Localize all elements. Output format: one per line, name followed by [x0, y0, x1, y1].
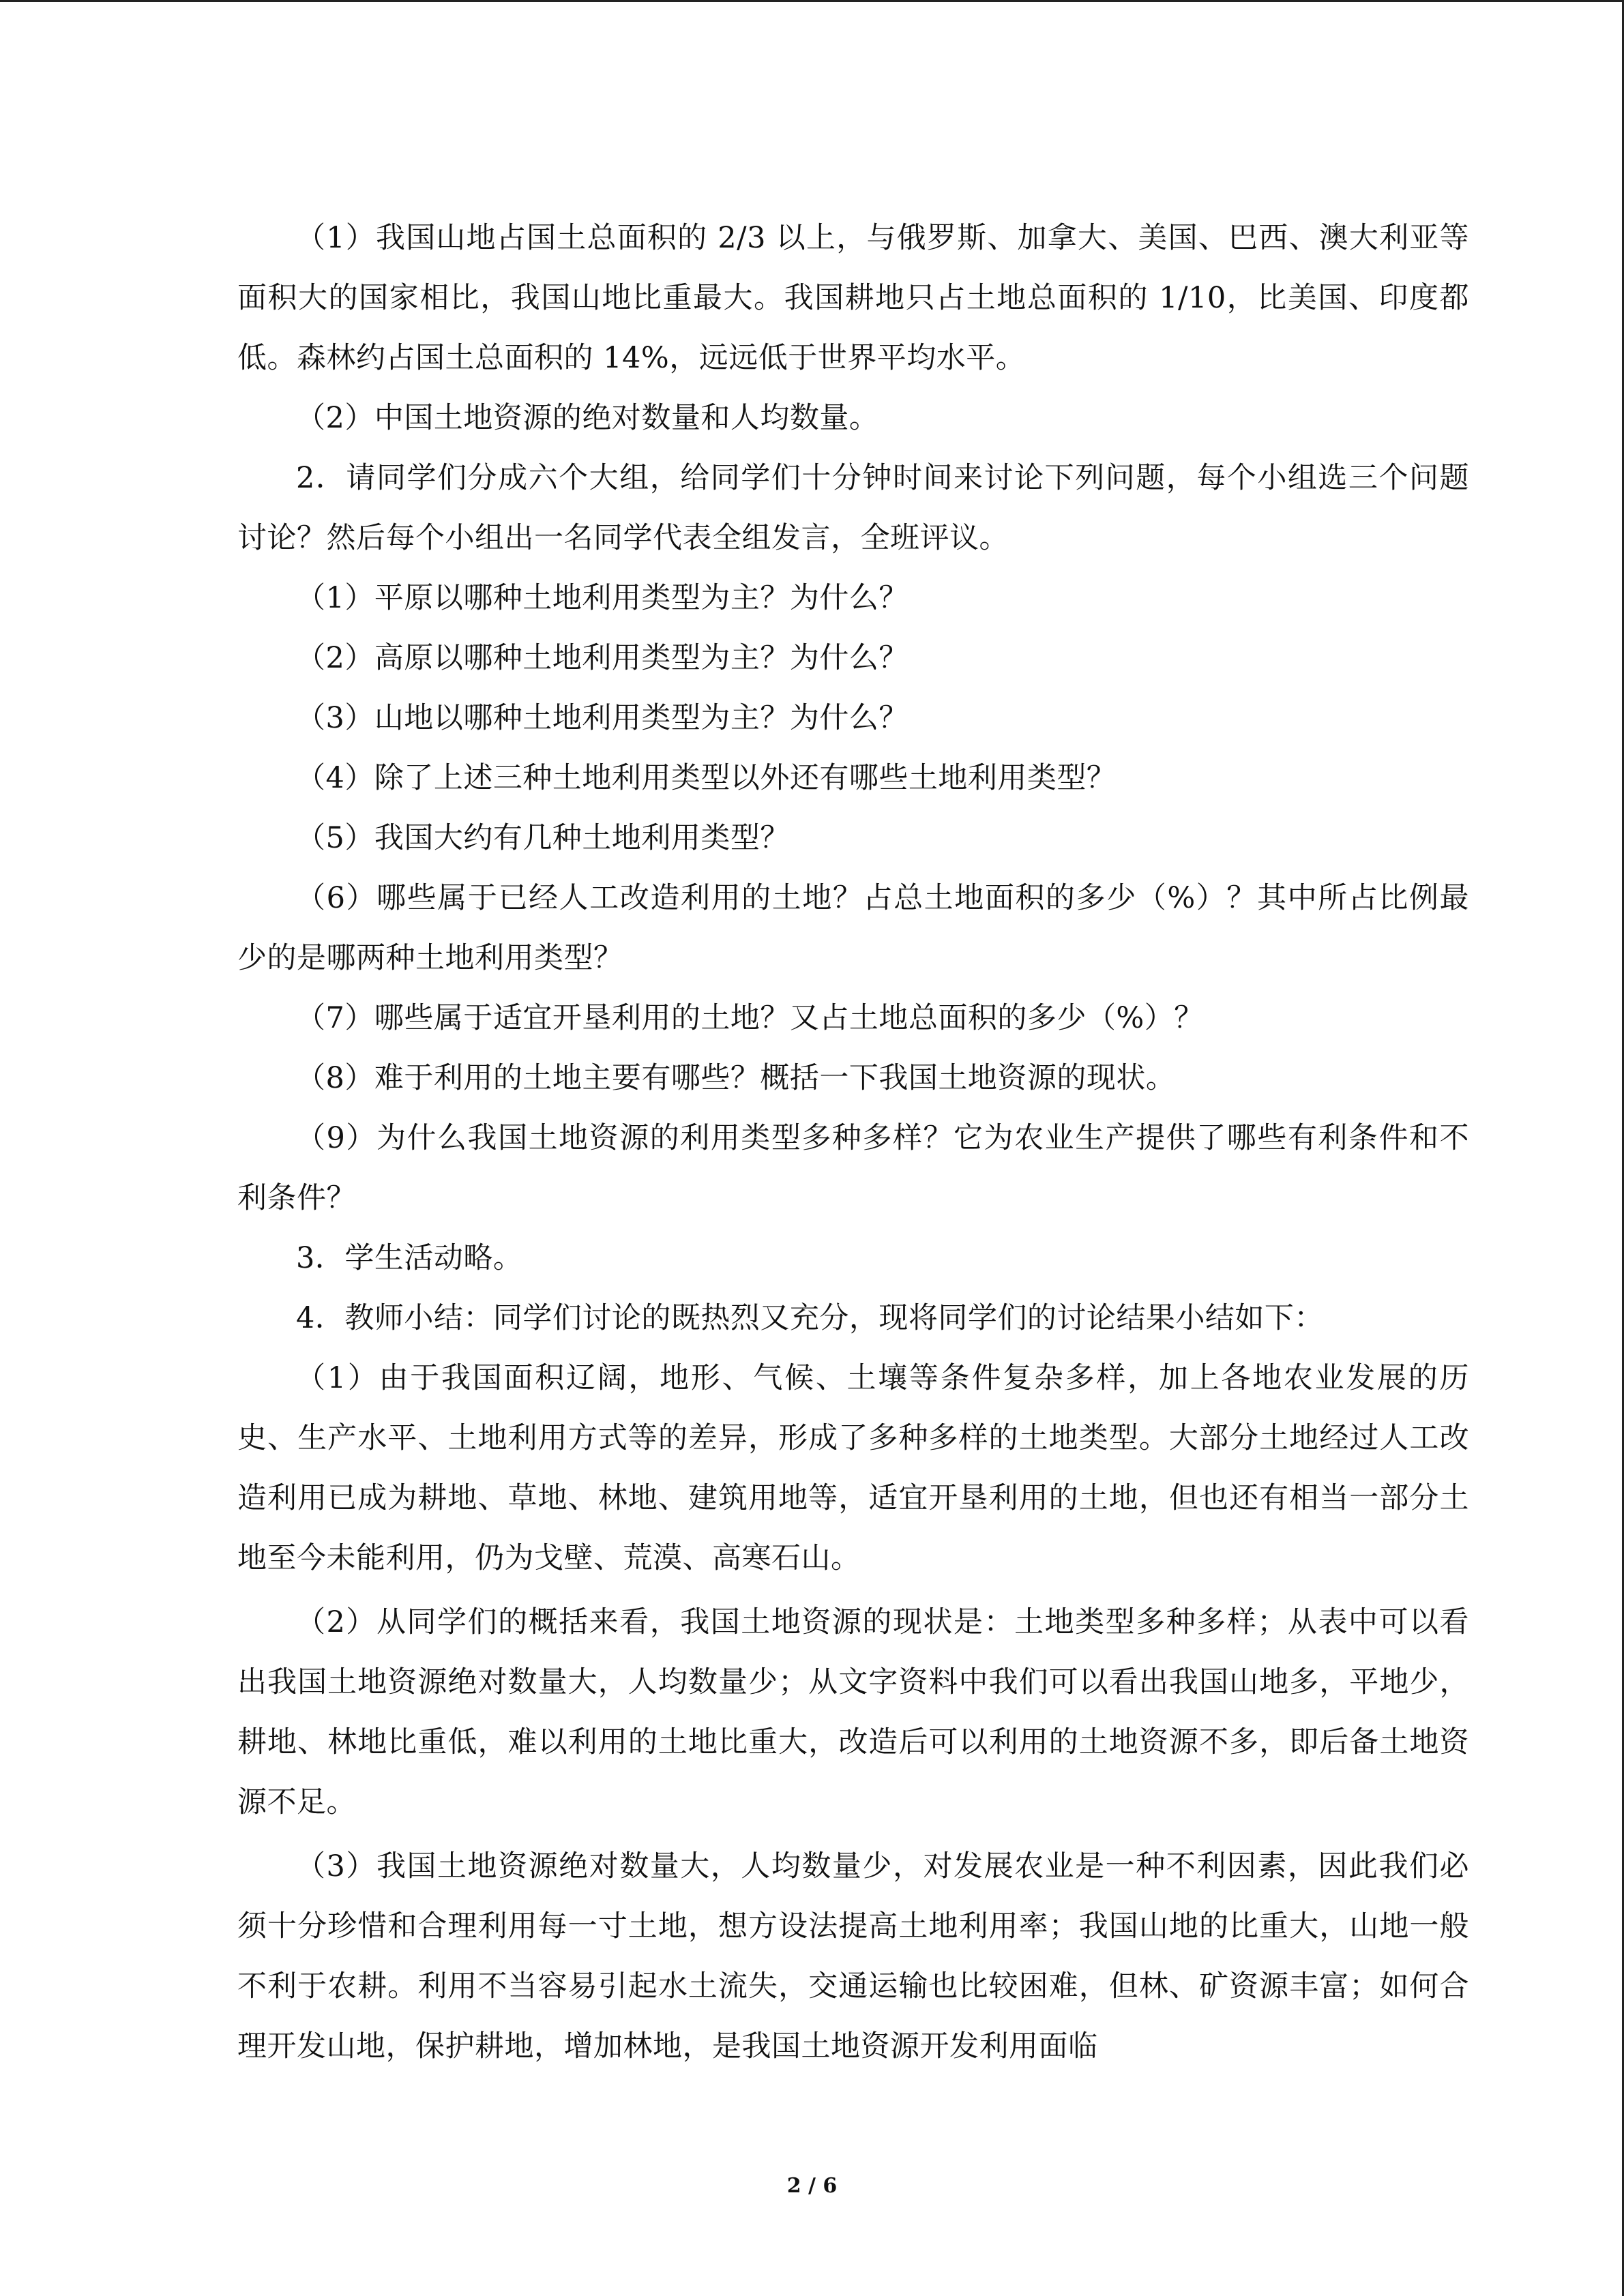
document-body	[237, 208, 1469, 2076]
paragraph-13: 3．学生活动略。	[296, 1241, 523, 1275]
paragraph-17: （3）我国土地资源绝对数量大，人均数量少，对发展农业是一种不利因素，因此我们必须十分珍惜和合理利用每一寸土地，想方设法提高土地利用率；我国山地的比重大，山地一般不利于农耕。利用不当容易引起水土流失，交通运输也比较困难，但林、矿资源丰富；如何合理开发山地，保护耕地，增加林地，是我国土地资源开发利用面临	[237, 1849, 1469, 2063]
paragraph-10: （7）哪些属于适宜开垦利用的土地？又占土地总面积的多少（%）？	[296, 1001, 1204, 1035]
paragraph-7: （4）除了上述三种土地利用类型以外还有哪些土地利用类型？	[296, 761, 1117, 795]
paragraph-1: （1）我国山地占国土总面积的 2/3 以上，与俄罗斯、加拿大、美国、巴西、澳大利亚等面积大的国家相比，我国山地比重最大。我国耕地只占土地总面积的 1/10，比美国、印度都低。森林约占国土总面积的 14%，远远低于世界平均水平。	[237, 221, 1469, 375]
paragraph-6: （3）山地以哪种土地利用类型为主？为什么？	[296, 701, 909, 735]
paragraph-2: （2）中国土地资源的绝对数量和人均数量。	[296, 401, 879, 435]
paragraph-8: （5）我国大约有几种土地利用类型？	[296, 821, 790, 855]
paragraph-5: （2）高原以哪种土地利用类型为主？为什么？	[296, 641, 909, 675]
paragraph-9: （6）哪些属于已经人工改造利用的土地？占总土地面积的多少（%）？其中所占比例最少的是哪两种土地利用类型？	[237, 881, 1469, 975]
paragraph-3: 2．请同学们分成六个大组，给同学们十分钟时间来讨论下列问题，每个小组选三个问题讨论？然后每个小组出一名同学代表全组发言，全班评议。	[237, 461, 1469, 555]
page-top-border	[0, 0, 1624, 2]
paragraph-14: 4．教师小结：同学们讨论的既热烈又充分，现将同学们的讨论结果小结如下：	[296, 1301, 1324, 1335]
paragraph-16: （2）从同学们的概括来看，我国土地资源的现状是：土地类型多种多样；从表中可以看出我国土地资源绝对数量大，人均数量少；从文字资料中我们可以看出我国山地多，平地少，耕地、林地比重低，难以利用的土地比重大，改造后可以利用的土地资源不多，即后备土地资源不足。	[237, 1605, 1469, 1819]
paragraph-15: （1）由于我国面积辽阔，地形、气候、土壤等条件复杂多样，加上各地农业发展的历史、生产水平、土地利用方式等的差异，形成了多种多样的土地类型。大部分土地经过人工改造利用已成为耕地、草地、林地、建筑用地等，适宜开垦利用的土地，但也还有相当一部分土地至今未能利用，仍为戈壁、荒漠、高寒石山。	[237, 1361, 1469, 1575]
paragraph-4: （1）平原以哪种土地利用类型为主？为什么？	[296, 581, 909, 615]
page-number: 2 / 6	[786, 2174, 838, 2198]
paragraph-11: （8）难于利用的土地主要有哪些？概括一下我国土地资源的现状。	[296, 1061, 1176, 1095]
paragraph-12: （9）为什么我国土地资源的利用类型多种多样？它为农业生产提供了哪些有利条件和不利条件？	[237, 1121, 1469, 1215]
